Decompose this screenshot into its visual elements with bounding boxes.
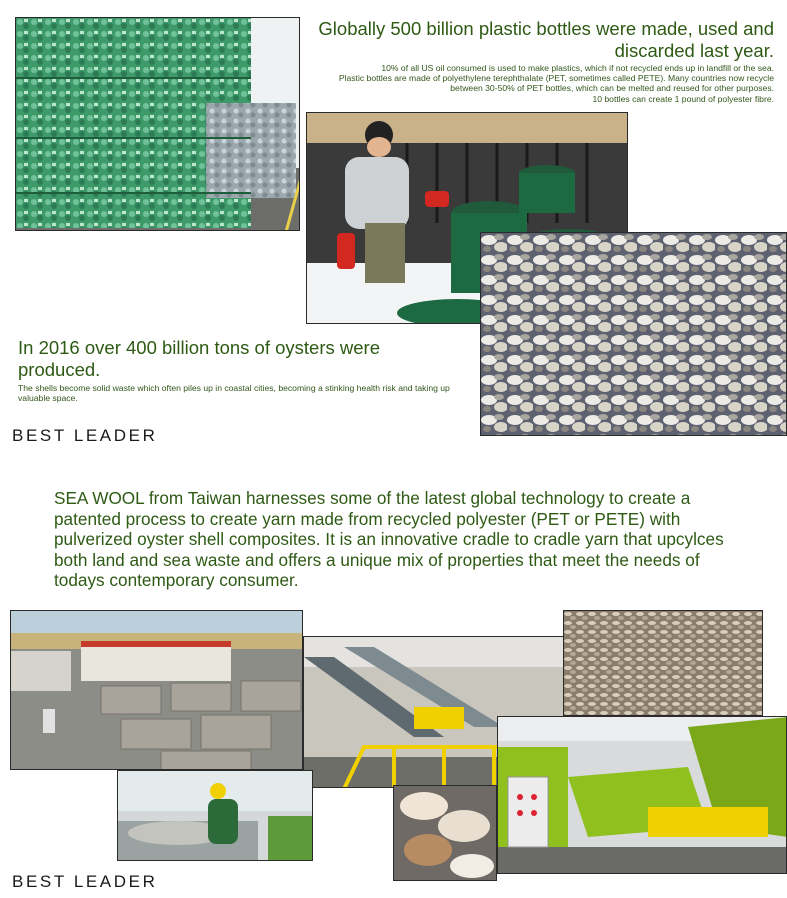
- sea-wool-description: SEA WOOL from Taiwan harnesses some of the latest global technology to create a patented process to create yarn made from recycled polyester (PET or PETE) with pulverized oyster shell composites. It is an innovative cradle to cradle yarn that upcylces both land and sea waste and offers a unique mix of properties that meet the needs of todays contemporary consumer.: [54, 488, 724, 590]
- bottles-fact-1: 10% of all US oil consumed is used to make plastics, which if not recycled ends up in landfill or the sea.: [381, 63, 774, 73]
- best-leader-logo-bottom: BEST LEADER: [12, 872, 158, 891]
- crushed-oyster-shells-photo: [563, 610, 763, 716]
- green-shredder-machine-photo: [497, 716, 787, 874]
- plastic-bottle-bales-photo: [15, 17, 300, 231]
- oysters-fact: The shells become solid waste which often piles up in coastal cities, becoming a stinking health risk and taking up valuable space.: [18, 383, 450, 404]
- bottles-fact-2: Plastic bottles are made of polyethylene terephthalate (PET, sometimes called PETE). Many countries now recycle between 30-50% of PET bottles, which can be melted and reused for other purposes.: [338, 73, 774, 94]
- bottles-headline: Globally 500 billion plastic bottles were made, used and discarded last year.: [318, 18, 774, 61]
- oyster-shells-photo: [480, 232, 787, 436]
- bottles-facts: [306, 63, 774, 104]
- worker-sorting-shells-photo: [117, 770, 313, 861]
- recycling-factory-yard-photo: [10, 610, 303, 770]
- best-leader-logo-top: BEST LEADER: [12, 426, 158, 445]
- oyster-shells-closeup-photo: [393, 785, 497, 881]
- oysters-headline: In 2016 over 400 billion tons of oysters were produced.: [18, 337, 380, 380]
- bottles-fact-3: 10 bottles can create 1 pound of polyester fibre.: [592, 93, 774, 104]
